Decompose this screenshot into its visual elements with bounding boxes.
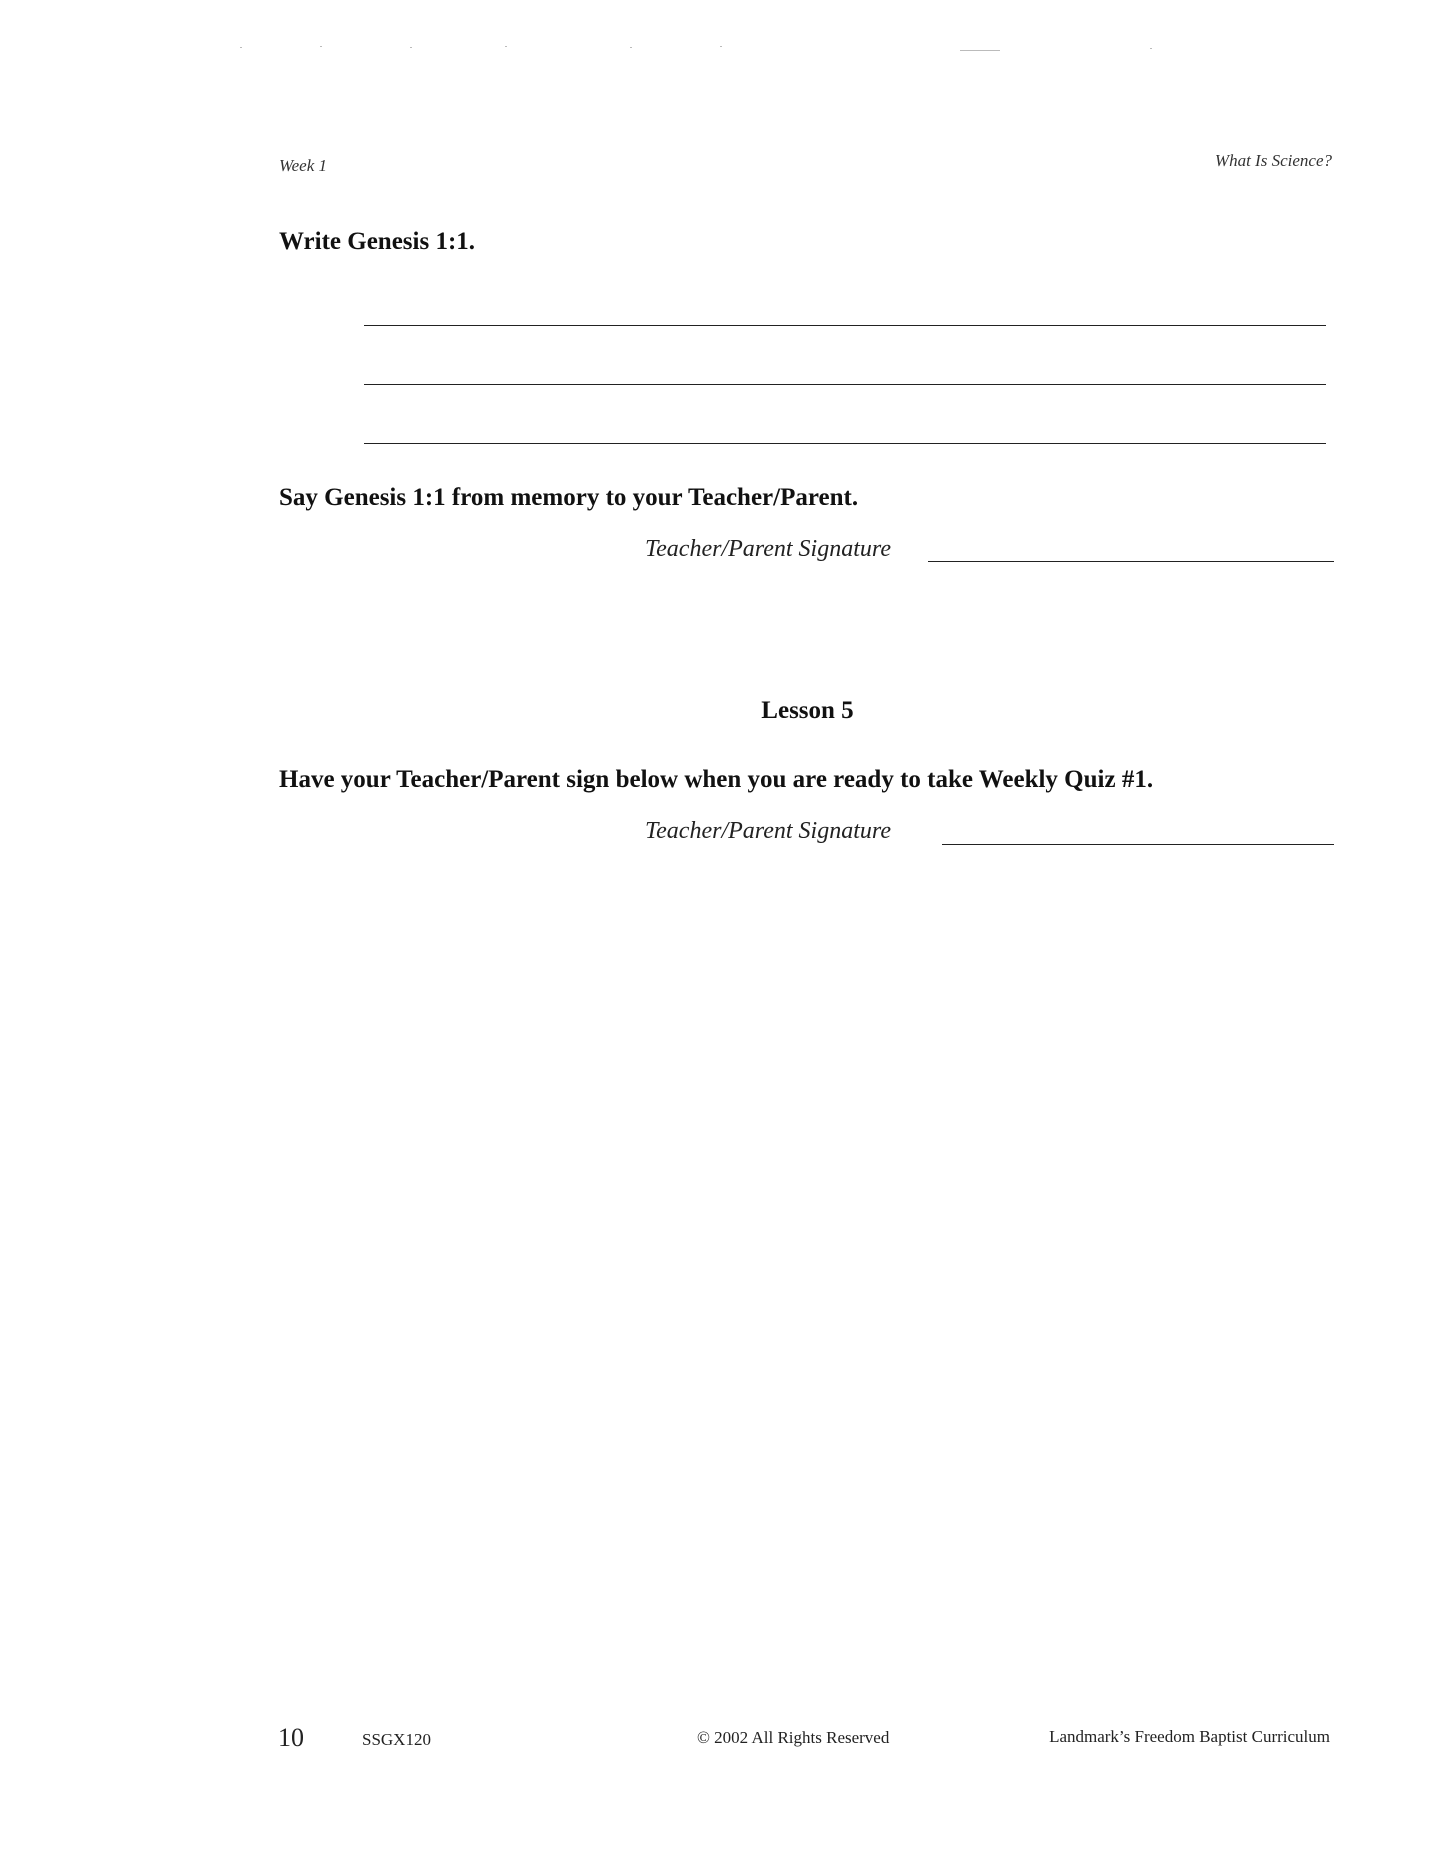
recite-genesis-prompt: Say Genesis 1:1 from memory to your Teacher/Parent. — [279, 484, 859, 511]
copyright-notice: © 2002 All Rights Reserved — [697, 1728, 890, 1747]
header-week: Week 1 — [279, 156, 327, 175]
quiz-ready-prompt: Have your Teacher/Parent sign below when you are ready to take Weekly Quiz #1. — [279, 766, 1154, 793]
answer-line-1[interactable] — [364, 325, 1326, 326]
course-code: SSGX120 — [362, 1730, 431, 1749]
write-genesis-prompt: Write Genesis 1:1. — [279, 228, 476, 255]
header-topic: What Is Science? — [1214, 151, 1332, 170]
signature-line-2[interactable] — [942, 844, 1334, 845]
publisher-name: Landmark’s Freedom Baptist Curriculum — [1049, 1727, 1330, 1746]
lesson-title: Lesson 5 — [761, 697, 854, 724]
signature-label-1: Teacher/Parent Signature — [645, 536, 891, 562]
answer-line-2[interactable] — [364, 384, 1326, 385]
signature-line-1[interactable] — [928, 561, 1334, 562]
answer-line-3[interactable] — [364, 443, 1326, 444]
page-number: 10 — [278, 1723, 304, 1752]
signature-label-2: Teacher/Parent Signature — [645, 818, 891, 844]
